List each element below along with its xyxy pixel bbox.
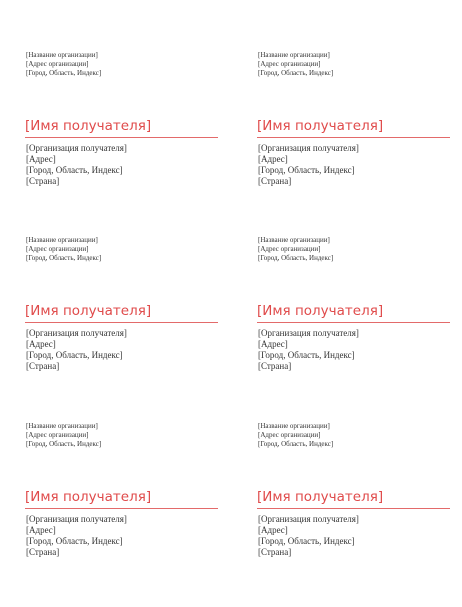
divider [25, 508, 218, 509]
sender-city: [Город, Область, Индекс] [258, 69, 334, 77]
recipient-name: [Имя получателя] [257, 489, 384, 505]
divider [25, 137, 218, 138]
recipient-address: [Адрес] [26, 339, 56, 349]
recipient-org: [Организация получателя] [258, 514, 359, 524]
recipient-country: [Страна] [258, 547, 292, 557]
mailing-label[interactable] [26, 236, 226, 421]
recipient-city: [Город, Область, Индекс] [258, 165, 355, 175]
sender-address: [Адрес организации] [26, 60, 89, 68]
recipient-address: [Адрес] [258, 154, 288, 164]
recipient-country: [Страна] [258, 361, 292, 371]
recipient-city: [Город, Область, Индекс] [26, 350, 123, 360]
recipient-country: [Страна] [26, 361, 60, 371]
sender-address: [Адрес организации] [258, 60, 321, 68]
sender-org: [Название организации] [258, 422, 330, 430]
recipient-name: [Имя получателя] [25, 489, 152, 505]
recipient-city: [Город, Область, Индекс] [258, 536, 355, 546]
recipient-city: [Город, Область, Индекс] [26, 536, 123, 546]
mailing-label[interactable] [26, 51, 226, 236]
sender-org: [Название организации] [26, 236, 98, 244]
sender-address: [Адрес организации] [26, 245, 89, 253]
recipient-country: [Страна] [26, 547, 60, 557]
recipient-name: [Имя получателя] [257, 303, 384, 319]
recipient-block [258, 514, 359, 558]
divider [257, 322, 450, 323]
sender-city: [Город, Область, Индекс] [258, 254, 334, 262]
sender-block [26, 51, 101, 78]
sender-org: [Название организации] [258, 51, 330, 59]
sender-org: [Название организации] [26, 51, 98, 59]
mailing-label[interactable] [26, 422, 226, 607]
recipient-block [258, 328, 359, 372]
sender-block [26, 236, 101, 263]
recipient-address: [Адрес] [258, 525, 288, 535]
recipient-city: [Город, Область, Индекс] [26, 165, 123, 175]
sender-address: [Адрес организации] [26, 431, 89, 439]
mailing-label[interactable] [258, 422, 458, 607]
sender-city: [Город, Область, Индекс] [26, 440, 102, 448]
mailing-label[interactable] [258, 236, 458, 421]
recipient-block [26, 143, 127, 187]
recipient-country: [Страна] [258, 176, 292, 186]
sender-address: [Адрес организации] [258, 245, 321, 253]
sender-city: [Город, Область, Индекс] [26, 254, 102, 262]
recipient-org: [Организация получателя] [258, 143, 359, 153]
recipient-address: [Адрес] [26, 525, 56, 535]
recipient-address: [Адрес] [26, 154, 56, 164]
recipient-org: [Организация получателя] [258, 328, 359, 338]
recipient-block [258, 143, 359, 187]
sender-city: [Город, Область, Индекс] [258, 440, 334, 448]
recipient-name: [Имя получателя] [25, 118, 152, 134]
recipient-city: [Город, Область, Индекс] [258, 350, 355, 360]
recipient-address: [Адрес] [258, 339, 288, 349]
recipient-block [26, 514, 127, 558]
recipient-name: [Имя получателя] [257, 118, 384, 134]
sender-block [258, 236, 333, 263]
recipient-country: [Страна] [26, 176, 60, 186]
recipient-name: [Имя получателя] [25, 303, 152, 319]
sender-address: [Адрес организации] [258, 431, 321, 439]
sender-org: [Название организации] [258, 236, 330, 244]
recipient-org: [Организация получателя] [26, 143, 127, 153]
divider [257, 137, 450, 138]
recipient-org: [Организация получателя] [26, 328, 127, 338]
sender-block [26, 422, 101, 449]
recipient-block [26, 328, 127, 372]
recipient-org: [Организация получателя] [26, 514, 127, 524]
sender-block [258, 51, 333, 78]
mailing-label[interactable] [258, 51, 458, 236]
sender-org: [Название организации] [26, 422, 98, 430]
sender-city: [Город, Область, Индекс] [26, 69, 102, 77]
divider [257, 508, 450, 509]
sender-block [258, 422, 333, 449]
divider [25, 322, 218, 323]
